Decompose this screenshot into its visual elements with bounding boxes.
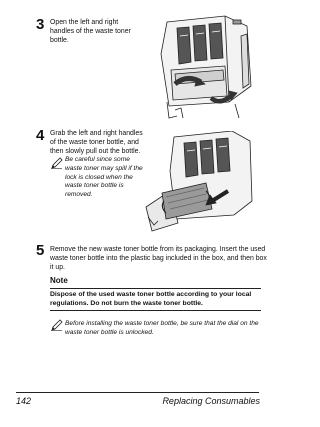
- open-handles-illustration: [147, 14, 253, 126]
- note-title: Note: [50, 276, 68, 285]
- note-bottom-rule: [50, 310, 261, 311]
- step-5-number: 5: [36, 242, 45, 259]
- step-3-text: Open the left and right handles of the waste toner bottle.: [50, 19, 131, 44]
- step-4-text: Grab the left and right handles of the waste toner bottle, and then slowly pull out the bottle.: [50, 130, 143, 155]
- footer-rule: [16, 392, 259, 393]
- step-4-number: 4: [36, 127, 45, 144]
- step-3-number: 3: [36, 16, 45, 33]
- note-body: Dispose of the used waste toner bottle according to your local regulations. Do not burn the waste toner bottle.: [50, 291, 252, 307]
- page-number: 142: [16, 396, 32, 406]
- pencil-icon: [51, 319, 63, 331]
- step-5-text: Remove the new waste toner bottle from its packaging. Insert the used waste toner bottle into the plastic bag included in the box, and then box it up.: [50, 246, 267, 271]
- tip-text: Before installing the waste toner bottle, be sure that the dial on the waste toner bottle is unlocked.: [65, 320, 259, 336]
- footer-section-title: Replacing Consumables: [162, 396, 260, 406]
- pull-out-bottle-illustration: [144, 131, 254, 241]
- note-top-rule: [50, 288, 261, 289]
- pencil-icon: [51, 157, 63, 169]
- caution-text: Be careful since some waste toner may spill if the lock is closed when the waste toner bottle is removed.: [65, 156, 143, 199]
